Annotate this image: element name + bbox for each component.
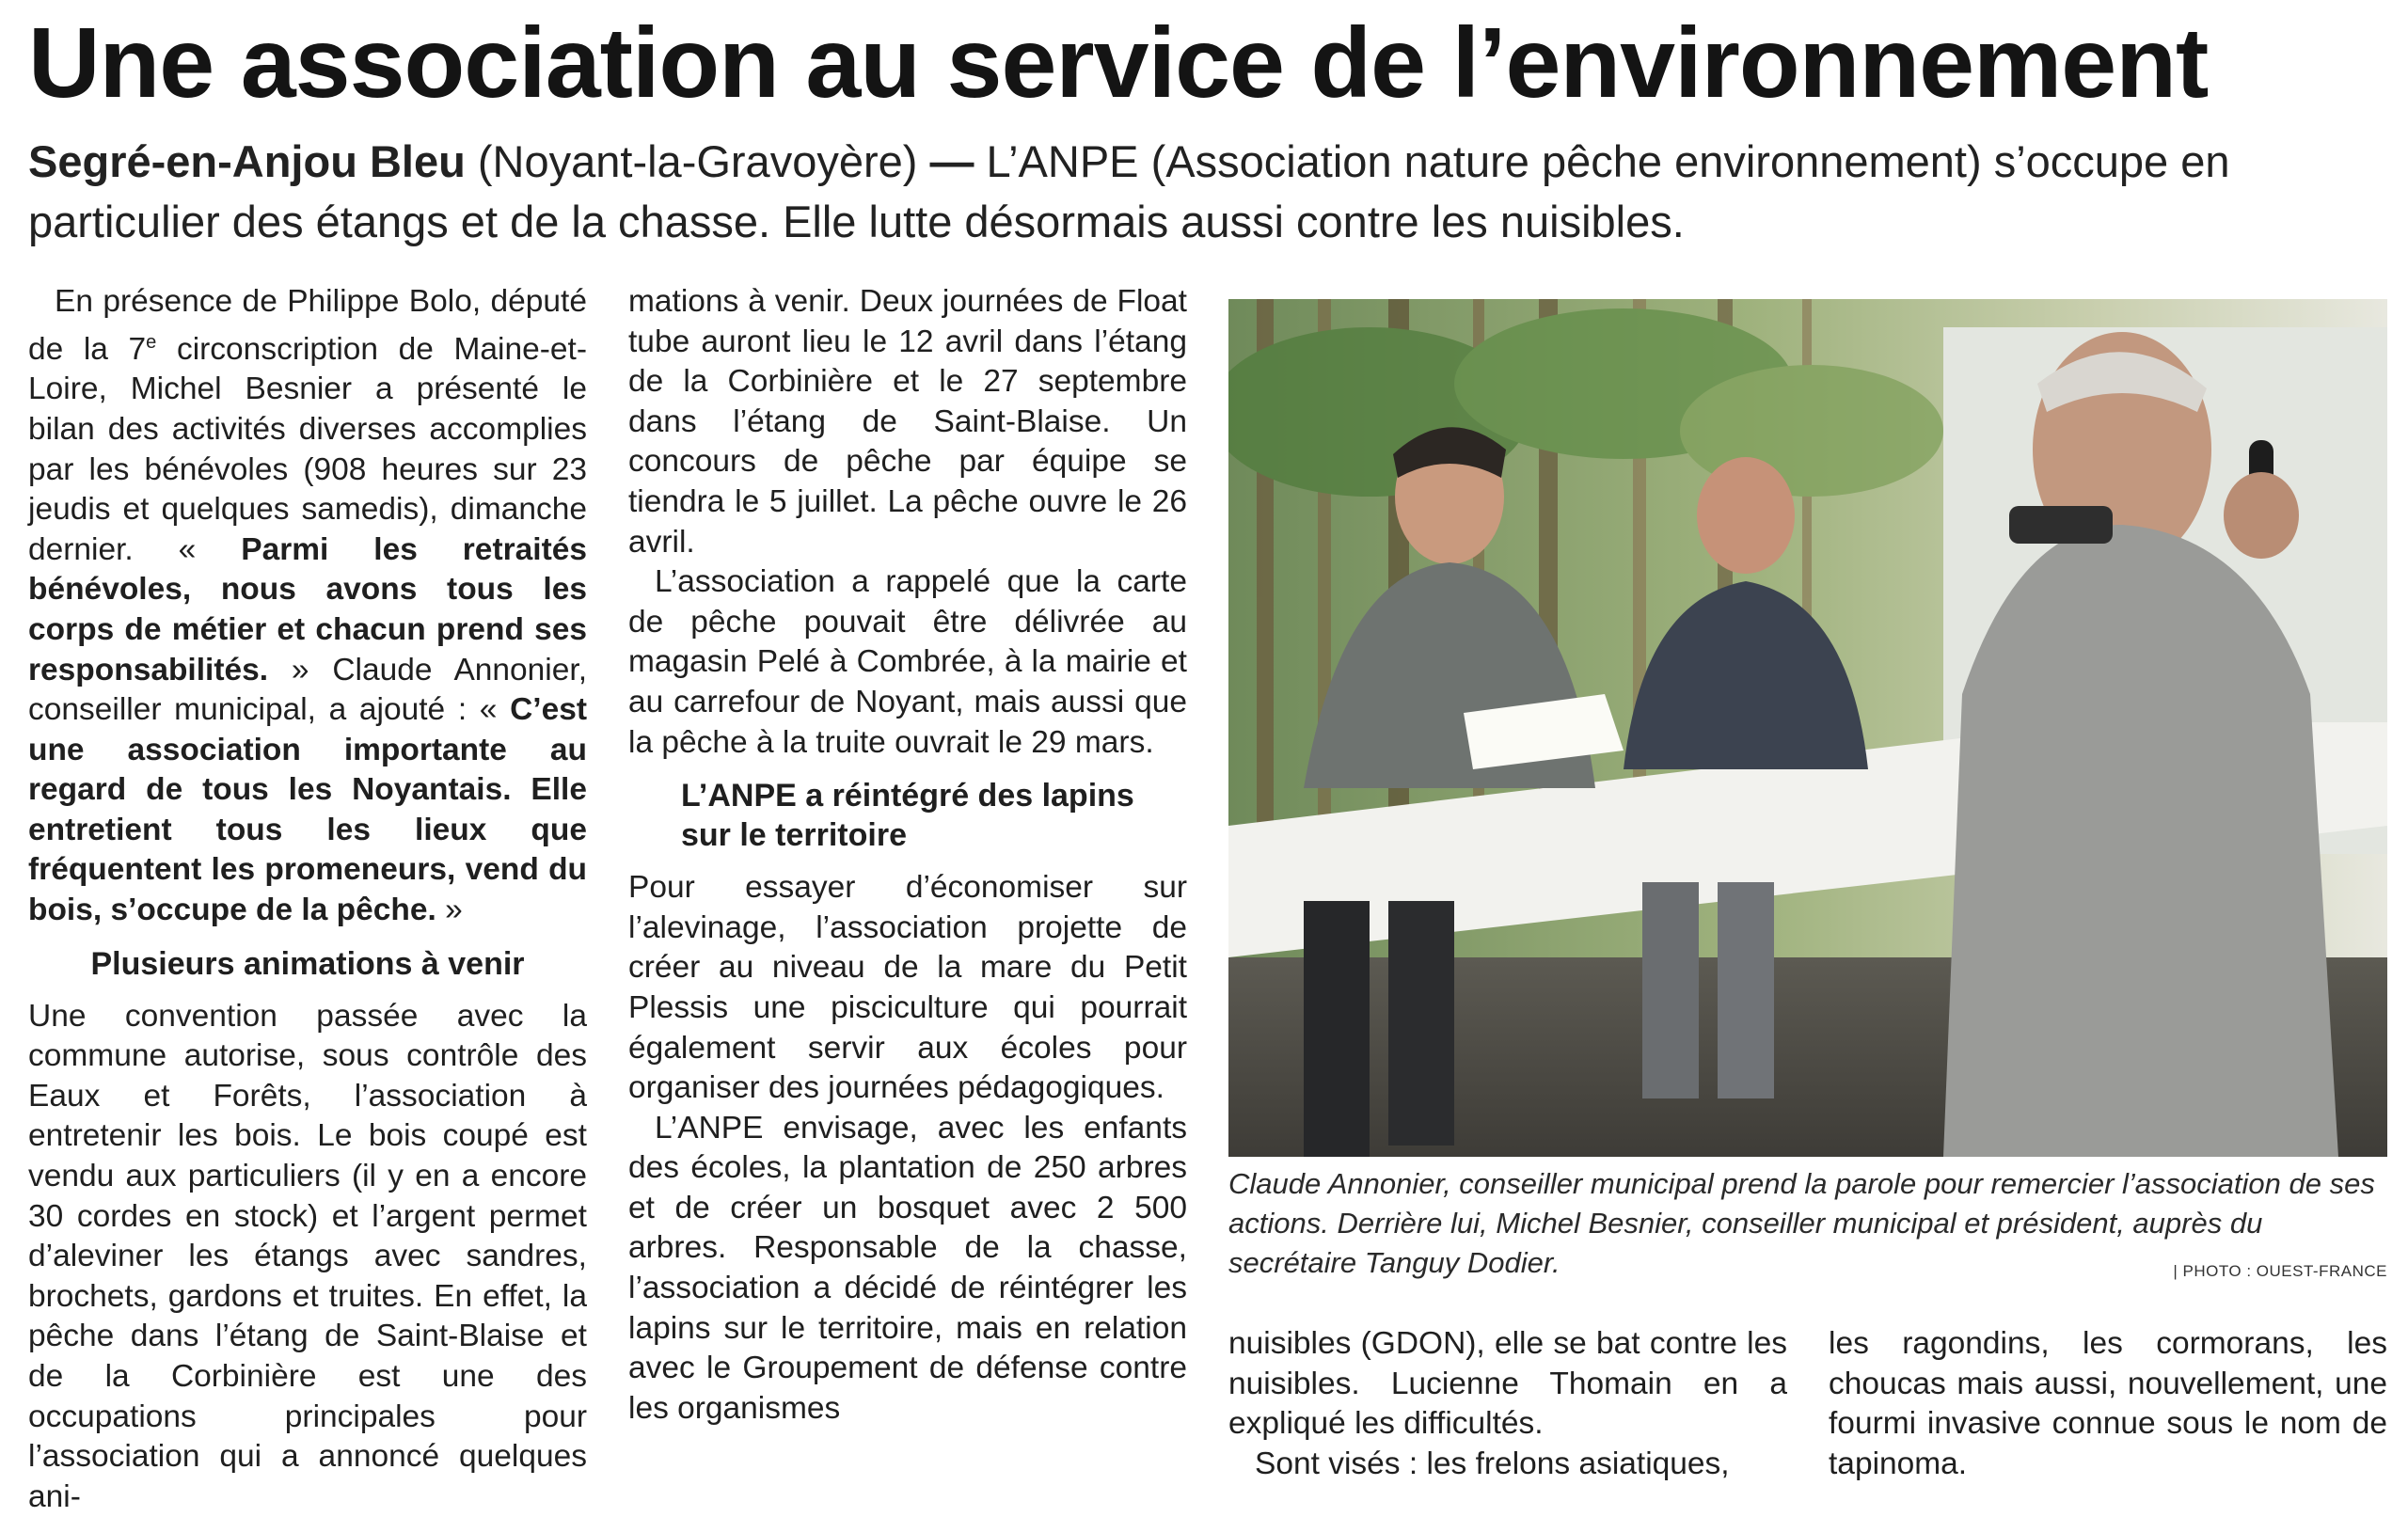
text-run: » Claude Annonier, conseiller municipal, a ajouté : « xyxy=(28,652,587,728)
paragraph: Sont visés : les frelons asiatiques, xyxy=(1255,1446,1730,1481)
paragraph: Pour essayer d’économiser sur l’alevinage, l’association projette de créer au niveau de la mare du Petit Plessis une pisciculture qui pourrait également servir aux écoles pour organiser des journées pédagogiques. xyxy=(628,870,1187,1106)
text-run: » xyxy=(436,893,463,928)
subheading: Plusieurs animations à venir xyxy=(90,945,525,982)
article-column-2 xyxy=(628,282,1187,1429)
paragraph: mations à venir. Deux journées de Float tube auront lieu le 12 avril dans l’étang de la Corbinière et le 27 septembre dans l’étang de Saint-Blaise. Un concours de pêche par équipe se tiendra le 5 juillet. La pêche ouvre le 26 avril. xyxy=(628,284,1187,560)
paragraph: nuisibles (GDON), elle se bat contre les nuisibles. Lucienne Thomain en a expliqué les difficultés. xyxy=(1228,1326,1787,1442)
superscript: e xyxy=(146,331,157,353)
text-run: En présence de Philippe Bolo, député de la 7 xyxy=(28,284,587,367)
article-column-3 xyxy=(1228,1324,1787,1484)
article-column-4 xyxy=(1829,1324,2387,1484)
article-lead xyxy=(28,132,2370,252)
paragraph xyxy=(28,282,587,931)
article-column-1 xyxy=(28,282,587,1517)
article-photo xyxy=(1228,299,2387,1157)
lead-locality: (Noyant-la-Gravoyère) xyxy=(477,136,918,186)
paragraph: Une convention passée avec la commune autorise, sous contrôle des Eaux et Forêts, l’association à entretenir les bois. Le bois coupé est vendu aux particuliers (il y en a encore 30 cordes en stock) et l’argent permet d’aleviner les étangs avec sandres, brochets, gardons et truites. En effet, la pêche dans l’étang de Saint-Blaise et de la Corbinière est une des occupations principales pour l’association qui a annoncé quelques ani- xyxy=(28,998,587,1514)
paragraph: L’association a rappelé que la carte de pêche pouvait être délivrée au magasin Pelé à Combrée, à la mairie et au carrefour de Noyant, mais aussi que la pêche à la truite ouvrait le 29 mars. xyxy=(628,564,1187,760)
quote-bold: C’est une association importante au regard de tous les Noyantais. Elle entretient tous les lieux que fréquentent les promeneurs, vend du bois, s’occupe de la pêche. xyxy=(28,692,587,928)
lead-dash: — xyxy=(929,136,974,186)
quote-bold: Parmi les retraités bénévoles, nous avons tous les corps de métier et chacun prend ses responsabilités. xyxy=(28,531,587,687)
subheading: L’ANPE a réintégré des lapins sur le territoire xyxy=(681,778,1134,854)
text-run: circonscription de Maine-et-Loire, Michel Besnier a présenté le bilan des activités diverses accomplies par les bénévoles (908 heures sur 23 jeudis et quelques samedis), dimanche dernier. « xyxy=(28,331,588,567)
photo-illustration xyxy=(1228,299,2387,1157)
lead-place: Segré-en-Anjou Bleu xyxy=(28,136,466,186)
paragraph: L’ANPE envisage, avec les enfants des écoles, la plantation de 250 arbres et de créer un bosquet avec 2 500 arbres. Responsable de la chasse, l’association a décidé de réintégrer les lapins sur le territoire, mais en relation avec le Groupement de défense contre les organismes xyxy=(628,1110,1187,1426)
photo-credit: | PHOTO : OUEST-FRANCE xyxy=(2173,1262,2387,1280)
article-headline: Une association au service de l’environnement xyxy=(28,8,2209,119)
paragraph: les ragondins, les cormorans, les choucas mais aussi, nouvellement, une fourmi invasive connue sous le nom de tapinoma. xyxy=(1829,1326,2387,1481)
photo-caption: Claude Annonier, conseiller municipal prend la parole pour remercier l’association de ses actions. Derrière lui, Michel Besnier, conseiller municipal et président, auprès du secrétaire Tanguy Dodier. xyxy=(1228,1167,2375,1279)
lead-text: L’ANPE (Association nature pêche environnement) s’occupe en particulier des étangs et de la chasse. Elle lutte désormais aussi contre les nuisibles. xyxy=(28,136,2230,246)
